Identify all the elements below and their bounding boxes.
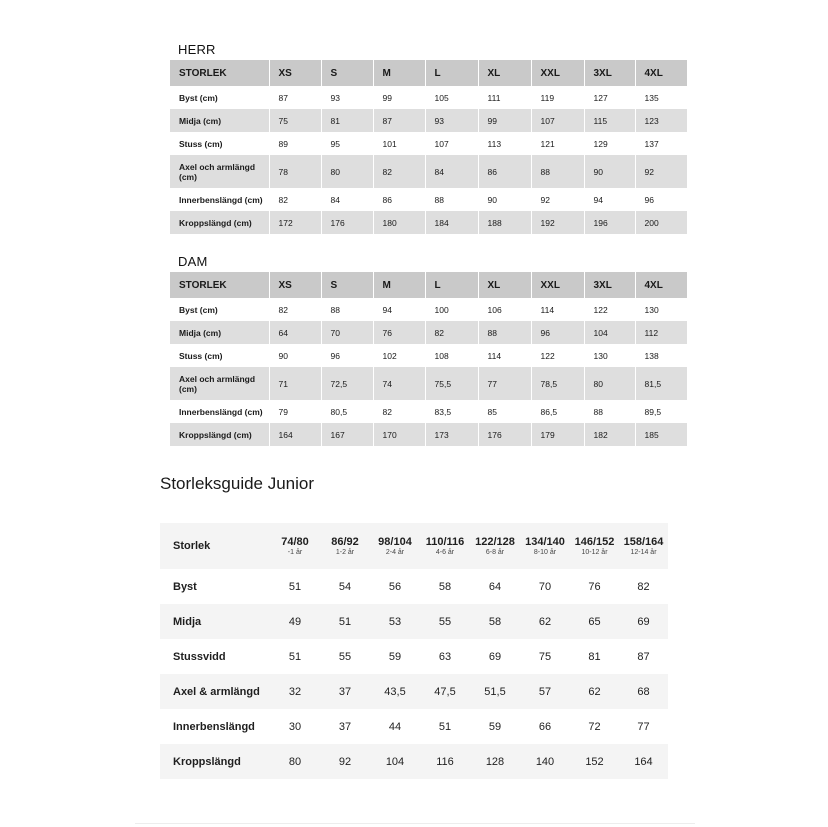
measurement-label: Midja (cm) [170,321,269,344]
measurement-value: 44 [370,709,420,744]
measurement-value: 176 [321,211,373,234]
measurement-value: 70 [321,321,373,344]
age-label: 1-2 år [335,549,355,556]
size-header-cell: 3XL [584,272,635,298]
measurement-value: 76 [373,321,425,344]
size-label: 98/104 [378,536,412,548]
measurement-row [170,423,687,446]
measurement-value: 68 [619,674,668,709]
measurement-value: 96 [531,321,584,344]
measurement-value: 172 [269,211,321,234]
measurement-value: 180 [373,211,425,234]
measurement-label: Kroppslängd (cm) [170,423,269,446]
measurement-value: 76 [570,569,619,604]
measurement-row [170,211,687,234]
measurement-value: 83,5 [425,400,478,423]
measurement-value: 51 [420,709,470,744]
header-row [160,523,668,569]
herr-size-table [170,60,688,234]
measurement-label: Kroppslängd (cm) [170,211,269,234]
measurement-value: 65 [570,604,619,639]
size-header-cell: XS [269,272,321,298]
measurement-value: 94 [584,188,635,211]
measurement-value: 92 [531,188,584,211]
measurement-value: 80 [584,367,635,400]
header-row [170,272,687,298]
measurement-value: 75 [520,639,570,674]
measurement-value: 57 [520,674,570,709]
measurement-value: 90 [269,344,321,367]
measurement-row [160,674,668,709]
measurement-label: Innerbenslängd (cm) [170,400,269,423]
measurement-value: 63 [420,639,470,674]
measurement-value: 78 [269,155,321,188]
measurement-row [170,188,687,211]
measurement-value: 87 [269,86,321,109]
measurement-value: 78,5 [531,367,584,400]
measurement-label: Midja [160,604,270,639]
measurement-value: 116 [420,744,470,779]
size-header-cell [570,523,619,569]
header-row [170,60,687,86]
measurement-value: 128 [470,744,520,779]
measurement-value: 79 [269,400,321,423]
measurement-value: 59 [470,709,520,744]
age-label: 4-6 år [435,549,455,556]
measurement-label: Axel och armlängd (cm) [170,367,269,400]
measurement-row [160,604,668,639]
size-header-cell: XL [478,60,531,86]
size-header-cell [470,523,520,569]
measurement-value: 130 [584,344,635,367]
measurement-value: 75,5 [425,367,478,400]
measurement-value: 92 [320,744,370,779]
measurement-value: 96 [635,188,687,211]
measurement-row [170,400,687,423]
measurement-value: 82 [619,569,668,604]
measurement-value: 30 [270,709,320,744]
measurement-value: 130 [635,298,687,321]
measurement-value: 87 [619,639,668,674]
measurement-value: 93 [321,86,373,109]
measurement-value: 64 [470,569,520,604]
header-label-cell: STORLEK [170,60,269,86]
measurement-value: 93 [425,109,478,132]
measurement-value: 88 [531,155,584,188]
measurement-row [170,321,687,344]
measurement-value: 138 [635,344,687,367]
dam-size-table [170,272,688,446]
measurement-value: 82 [373,155,425,188]
measurement-value: 152 [570,744,619,779]
size-header-cell: XXL [531,272,584,298]
measurement-value: 188 [478,211,531,234]
measurement-row [160,709,668,744]
header-label-cell: STORLEK [170,272,269,298]
measurement-value: 167 [321,423,373,446]
measurement-value: 72,5 [321,367,373,400]
measurement-value: 88 [425,188,478,211]
measurement-label: Stuss (cm) [170,132,269,155]
measurement-value: 104 [584,321,635,344]
measurement-value: 51,5 [470,674,520,709]
measurement-value: 179 [531,423,584,446]
size-header-cell [270,523,320,569]
measurement-value: 86,5 [531,400,584,423]
measurement-label: Byst (cm) [170,86,269,109]
measurement-value: 137 [635,132,687,155]
measurement-value: 121 [531,132,584,155]
measurement-row [160,569,668,604]
measurement-value: 55 [320,639,370,674]
measurement-value: 115 [584,109,635,132]
size-header-cell: S [321,60,373,86]
measurement-row [170,298,687,321]
measurement-value: 81 [321,109,373,132]
age-label: 12-14 år [630,549,657,556]
measurement-value: 84 [425,155,478,188]
measurement-value: 74 [373,367,425,400]
size-header-cell: XL [478,272,531,298]
measurement-value: 80 [321,155,373,188]
measurement-label: Byst [160,569,270,604]
measurement-value: 62 [520,604,570,639]
size-header-cell: L [425,272,478,298]
junior-size-table [160,523,668,779]
age-label: 6-8 år [485,549,505,556]
size-label: 146/152 [574,536,615,548]
measurement-value: 173 [425,423,478,446]
measurement-value: 64 [269,321,321,344]
measurement-value: 55 [420,604,470,639]
measurement-value: 127 [584,86,635,109]
measurement-row [170,86,687,109]
measurement-value: 70 [520,569,570,604]
measurement-value: 58 [420,569,470,604]
size-label: 134/140 [525,536,565,548]
measurement-value: 69 [619,604,668,639]
measurement-value: 88 [584,400,635,423]
measurement-value: 77 [478,367,531,400]
measurement-label: Stussvidd [160,639,270,674]
size-label: 158/164 [623,536,664,548]
measurement-value: 102 [373,344,425,367]
measurement-value: 72 [570,709,619,744]
size-header-cell: S [321,272,373,298]
measurement-row [160,744,668,779]
measurement-value: 66 [520,709,570,744]
measurement-label: Byst (cm) [170,298,269,321]
measurement-value: 129 [584,132,635,155]
size-header-cell: M [373,60,425,86]
measurement-value: 94 [373,298,425,321]
measurement-value: 89,5 [635,400,687,423]
measurement-row [170,367,687,400]
measurement-value: 113 [478,132,531,155]
bottom-divider [135,823,695,824]
measurement-value: 88 [321,298,373,321]
age-label: 8-10 år [533,549,557,556]
size-header-cell [370,523,420,569]
measurement-value: 59 [370,639,420,674]
size-header-cell: 3XL [584,60,635,86]
size-header-cell [320,523,370,569]
measurement-value: 58 [470,604,520,639]
size-label: 110/116 [425,536,465,548]
measurement-value: 99 [373,86,425,109]
size-label: 86/92 [331,536,359,548]
measurement-value: 82 [269,298,321,321]
measurement-value: 47,5 [420,674,470,709]
size-header-cell: XXL [531,60,584,86]
measurement-value: 96 [321,344,373,367]
measurement-value: 122 [584,298,635,321]
junior-title: Storleksguide Junior [160,474,315,493]
measurement-value: 185 [635,423,687,446]
size-header-cell: XS [269,60,321,86]
measurement-value: 123 [635,109,687,132]
measurement-value: 88 [478,321,531,344]
measurement-value: 184 [425,211,478,234]
measurement-value: 82 [373,400,425,423]
measurement-value: 81 [570,639,619,674]
measurement-value: 95 [321,132,373,155]
measurement-value: 104 [370,744,420,779]
measurement-value: 80 [270,744,320,779]
size-header-cell [520,523,570,569]
measurement-label: Stuss (cm) [170,344,269,367]
size-header-cell [420,523,470,569]
age-label: -1 år [287,549,303,556]
measurement-value: 62 [570,674,619,709]
age-label: 2-4 år [385,549,405,556]
measurement-row [170,132,687,155]
measurement-value: 122 [531,344,584,367]
measurement-value: 92 [635,155,687,188]
measurement-value: 114 [478,344,531,367]
size-header-cell: M [373,272,425,298]
measurement-value: 49 [270,604,320,639]
measurement-value: 106 [478,298,531,321]
measurement-value: 105 [425,86,478,109]
measurement-value: 200 [635,211,687,234]
measurement-value: 51 [320,604,370,639]
measurement-value: 192 [531,211,584,234]
measurement-value: 86 [478,155,531,188]
measurement-value: 107 [531,109,584,132]
measurement-value: 107 [425,132,478,155]
measurement-value: 135 [635,86,687,109]
measurement-value: 170 [373,423,425,446]
measurement-value: 53 [370,604,420,639]
measurement-value: 84 [321,188,373,211]
measurement-value: 99 [478,109,531,132]
measurement-label: Midja (cm) [170,109,269,132]
measurement-value: 69 [470,639,520,674]
measurement-value: 164 [269,423,321,446]
measurement-value: 176 [478,423,531,446]
measurement-value: 140 [520,744,570,779]
measurement-value: 37 [320,709,370,744]
header-label-cell: Storlek [160,523,270,569]
measurement-label: Innerbenslängd (cm) [170,188,269,211]
measurement-value: 81,5 [635,367,687,400]
measurement-value: 89 [269,132,321,155]
measurement-value: 114 [531,298,584,321]
measurement-value: 32 [270,674,320,709]
measurement-value: 54 [320,569,370,604]
measurement-value: 51 [270,639,320,674]
measurement-value: 164 [619,744,668,779]
measurement-label: Axel och armlängd (cm) [170,155,269,188]
measurement-row [170,344,687,367]
measurement-value: 86 [373,188,425,211]
measurement-value: 90 [478,188,531,211]
size-label: 74/80 [281,536,309,548]
measurement-value: 56 [370,569,420,604]
measurement-value: 112 [635,321,687,344]
measurement-value: 90 [584,155,635,188]
size-header-cell: 4XL [635,60,687,86]
measurement-value: 82 [425,321,478,344]
measurement-label: Innerbenslängd [160,709,270,744]
size-header-cell: 4XL [635,272,687,298]
size-label: 122/128 [475,536,515,548]
measurement-value: 87 [373,109,425,132]
herr-title: HERR [178,42,216,57]
measurement-value: 119 [531,86,584,109]
measurement-row [160,639,668,674]
measurement-value: 82 [269,188,321,211]
measurement-value: 43,5 [370,674,420,709]
measurement-value: 37 [320,674,370,709]
size-header-cell: L [425,60,478,86]
measurement-value: 196 [584,211,635,234]
age-label: 10-12 år [581,549,608,556]
measurement-value: 85 [478,400,531,423]
measurement-value: 71 [269,367,321,400]
measurement-label: Kroppslängd [160,744,270,779]
measurement-row [170,155,687,188]
measurement-value: 101 [373,132,425,155]
measurement-value: 77 [619,709,668,744]
measurement-value: 111 [478,86,531,109]
measurement-value: 182 [584,423,635,446]
measurement-value: 51 [270,569,320,604]
size-header-cell [619,523,668,569]
dam-title: DAM [178,254,208,269]
measurement-value: 80,5 [321,400,373,423]
measurement-row [170,109,687,132]
measurement-label: Axel & armlängd [160,674,270,709]
measurement-value: 100 [425,298,478,321]
measurement-value: 108 [425,344,478,367]
measurement-value: 75 [269,109,321,132]
